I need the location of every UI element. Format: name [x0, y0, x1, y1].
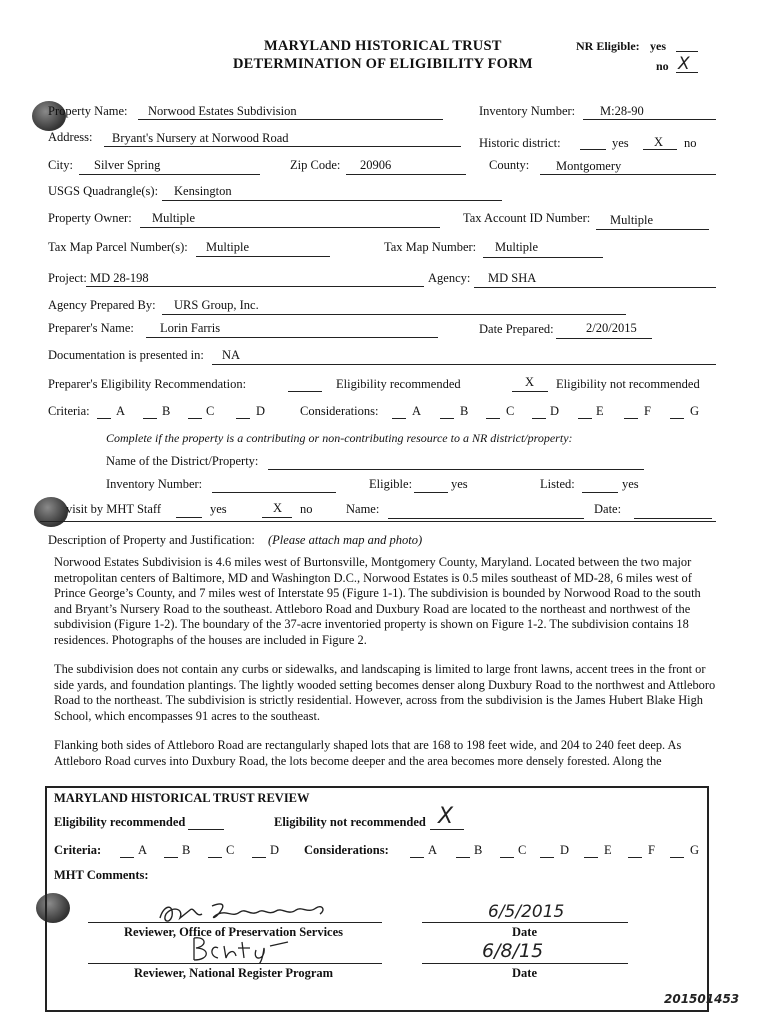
nr-eligible-mark: X — [678, 54, 690, 74]
criteria-d: D — [256, 404, 266, 418]
consideration-c: C — [506, 404, 515, 418]
tax-map-value: Multiple — [495, 240, 539, 254]
recommendation-label: Preparer's Eligibility Recommendation: — [48, 377, 247, 391]
review-criteria-c: C — [226, 843, 235, 857]
date-prepared-value: 2/20/2015 — [586, 321, 637, 335]
tax-map-label: Tax Map Number: — [384, 240, 477, 254]
listed-yes-label: yes — [622, 477, 639, 491]
review-criteria-b: B — [182, 843, 191, 857]
prepared-by-label: Agency Prepared By: — [48, 298, 156, 312]
city-value: Silver Spring — [94, 158, 161, 172]
review-consideration-e: E — [604, 843, 612, 857]
considerations-label: Considerations: — [300, 404, 379, 418]
historic-no-label: no — [684, 136, 697, 150]
agency-label: Agency: — [428, 271, 471, 285]
description-paragraph-3: Flanking both sides of Attleboro Road are rectangularly shaped lots that are 168 to 198 feet wide, and 204 to 240 feet deep. As Attleboro Road curves into Duxbury Road, the lots become deeper and the area becomes more densely forested. Along the — [54, 738, 682, 768]
review-criteria-d: D — [270, 843, 280, 857]
nr-eligible-label: NR Eligible: — [576, 39, 640, 53]
consideration-d: D — [550, 404, 560, 418]
parcel-value: Multiple — [206, 240, 250, 254]
reviewer2-label: Reviewer, National Register Program — [134, 966, 334, 980]
mht-comments-label: MHT Comments: — [54, 868, 149, 882]
nr-eligible-no: no — [656, 59, 669, 73]
prepared-by-value: URS Group, Inc. — [174, 298, 259, 312]
eligible-label: Eligible: — [369, 477, 413, 491]
property-name-label: Property Name: — [48, 104, 128, 118]
consideration-e: E — [596, 404, 604, 418]
review-elig-not-recommended: Eligibility not recommended — [274, 815, 426, 829]
elig-not-recommended-label: Eligibility not recommended — [556, 377, 700, 391]
form-title-line1: MARYLAND HISTORICAL TRUST — [264, 38, 502, 54]
zip-value: 20906 — [360, 158, 392, 172]
consideration-b: B — [460, 404, 469, 418]
historic-district-label: Historic district: — [479, 136, 561, 150]
description-label: Description of Property and Justification: — [48, 533, 255, 547]
site-visit-no-label: no — [300, 502, 313, 516]
description-paragraph-2: The subdivision does not contain any curbs or sidewalks, and landscaping is limited to large front lawns, accent trees in the front or side yards, and foundation plantings. The lightly wooded setting becomes denser along Duxbury Road to the northwest and Attleboro Road to the northeast. The subdivision is strictly residential. However, across from the subdivision is the James Hubert Blake High School, which encompasses 91 acres to the southeast. — [54, 662, 716, 723]
inventory-number-label: Inventory Number: — [479, 104, 576, 118]
county-value: Montgomery — [556, 159, 622, 173]
reviewer2-signature — [186, 934, 296, 964]
elig-recommended-label: Eligibility recommended — [336, 377, 461, 391]
usgs-label: USGS Quadrangle(s): — [48, 184, 159, 198]
reviewer1-date: 6/5/2015 — [488, 902, 565, 922]
description-note: (Please attach map and photo) — [268, 533, 423, 547]
review-consideration-b: B — [474, 843, 483, 857]
complete-note: Complete if the property is a contributing or non-contributing resource to a NR district/property: — [106, 431, 573, 445]
consideration-a: A — [412, 404, 422, 418]
stamp-number: 201501453 — [664, 992, 740, 1006]
owner-value: Multiple — [152, 211, 196, 225]
zip-label: Zip Code: — [290, 158, 341, 172]
review-consideration-a: A — [428, 843, 438, 857]
reviewer2-date-label: Date — [512, 966, 537, 980]
inventory-number-value: M:28-90 — [600, 104, 644, 118]
reviewer1-signature — [150, 896, 350, 928]
address-label: Address: — [48, 130, 93, 144]
consideration-g: G — [690, 404, 700, 418]
preparer-label: Preparer's Name: — [48, 321, 134, 335]
review-consideration-g: G — [690, 843, 700, 857]
preparer-value: Lorin Farris — [160, 321, 221, 335]
criteria-label: Criteria: — [48, 404, 90, 418]
parcel-label: Tax Map Parcel Number(s): — [48, 240, 188, 254]
documentation-label: Documentation is presented in: — [48, 348, 204, 362]
property-name-value: Norwood Estates Subdivision — [148, 104, 297, 118]
district-name-label: Name of the District/Property: — [106, 454, 259, 468]
tax-account-label: Tax Account ID Number: — [463, 211, 591, 225]
project-value: MD 28-198 — [90, 271, 149, 285]
site-visit-mark: X — [273, 501, 283, 515]
reviewer1-date-label: Date — [512, 925, 537, 939]
review-consideration-d: D — [560, 843, 570, 857]
eligible-yes-label: yes — [451, 477, 468, 491]
consideration-f: F — [644, 404, 651, 418]
city-label: City: — [48, 158, 74, 172]
usgs-value: Kensington — [174, 184, 232, 198]
review-criteria-a: A — [138, 843, 148, 857]
review-criteria-label: Criteria: — [54, 843, 102, 857]
description-paragraph-1: Norwood Estates Subdivision is 4.6 miles west of Burtonsville, Montgomery County, Maryland. Located between the two major metropolitan centers of Baltimore, MD and Washington D.C., Norwood Estates is 0.5 miles southeast of MD-28, 6 miles west of Prince George’s County, and 7 miles west of Interstate 95 (Figure 1-1). The subdivision is bounded by Norwood Road to the south and Bryant’s Nursery Road to the southeast. Attleboro Road and Duxbury Road are located to the northeast and northwest of the subdivision (Figure 1-2). The boundary of the 37-acre inventoried property is shown on Figure 1-2. The subdivision contains 18 residences. Photographs of the houses are included in Figure 2. — [54, 555, 701, 647]
inventory-number-label-2: Inventory Number: — [106, 477, 203, 491]
site-visit-yes-label: yes — [210, 502, 227, 516]
name-label: Name: — [346, 502, 380, 516]
hole-punch-middle — [34, 497, 68, 527]
owner-label: Property Owner: — [48, 211, 132, 225]
date-label: Date: — [594, 502, 622, 516]
documentation-value: NA — [222, 348, 241, 362]
review-title: MARYLAND HISTORICAL TRUST REVIEW — [54, 791, 310, 805]
review-consideration-c: C — [518, 843, 527, 857]
site-visit-label: visit by MHT Staff — [66, 502, 162, 516]
review-elig-recommended: Eligibility recommended — [54, 815, 186, 829]
listed-label: Listed: — [540, 477, 575, 491]
project-label: Project: — [48, 271, 87, 285]
county-label: County: — [489, 158, 530, 172]
date-prepared-label: Date Prepared: — [479, 322, 554, 336]
tax-account-value: Multiple — [610, 213, 654, 227]
address-value: Bryant's Nursery at Norwood Road — [112, 131, 289, 145]
form-title-line2: DETERMINATION OF ELIGIBILITY FORM — [233, 56, 533, 72]
reviewer2-date: 6/8/15 — [482, 940, 544, 962]
review-mark: X — [438, 804, 454, 829]
criteria-a: A — [116, 404, 126, 418]
nr-eligible-yes: yes — [650, 39, 666, 53]
recommendation-mark: X — [525, 375, 535, 389]
agency-value: MD SHA — [488, 271, 537, 285]
criteria-b: B — [162, 404, 171, 418]
historic-mark: X — [654, 135, 664, 149]
reviewer1-label: Reviewer, Office of Preservation Services — [124, 925, 344, 939]
criteria-c: C — [206, 404, 215, 418]
historic-yes-label: yes — [612, 136, 629, 150]
review-considerations-label: Considerations: — [304, 843, 389, 857]
review-consideration-f: F — [648, 843, 655, 857]
